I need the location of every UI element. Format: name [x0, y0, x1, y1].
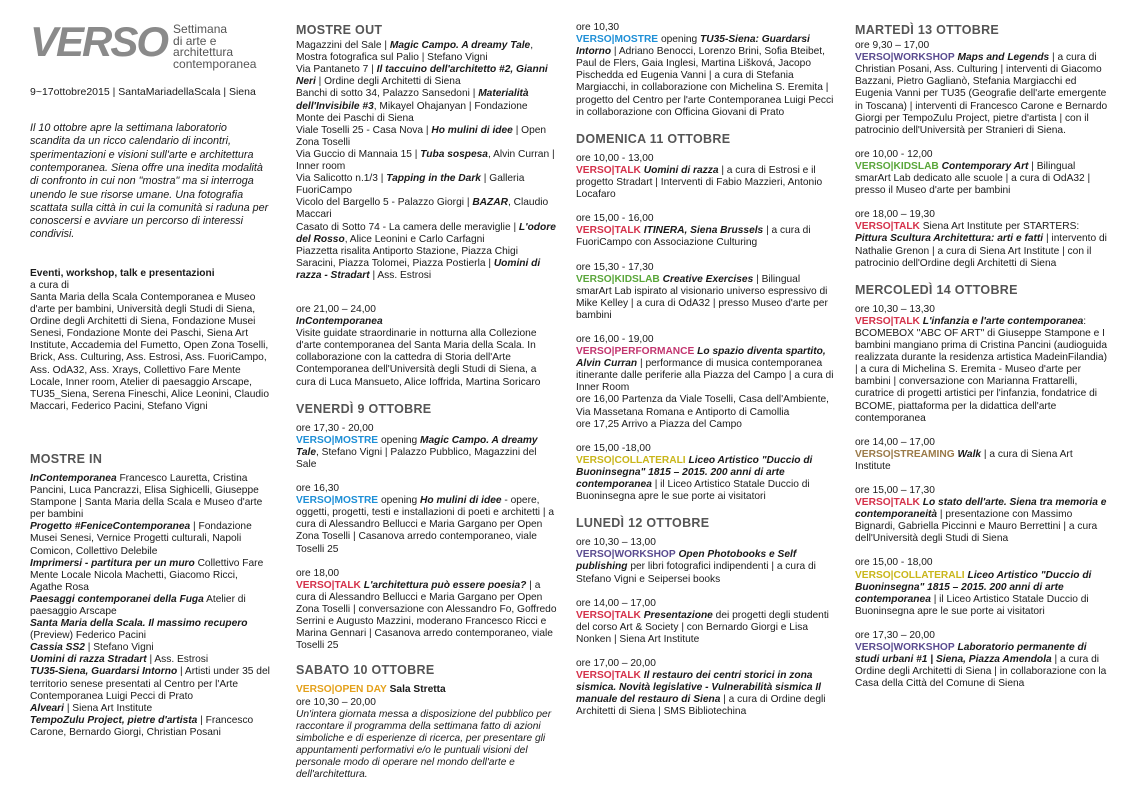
event-time: ore 10,00 - 13,00 — [576, 152, 654, 164]
mercoledi-heading: MERCOLEDÌ 14 OTTOBRE — [855, 282, 1018, 297]
event-title: Lo spazio diventa spartito, Alvin Curran — [576, 346, 826, 370]
event-item — [855, 630, 1110, 690]
verso-logo — [30, 18, 270, 71]
event-item — [296, 423, 558, 471]
entry-location: Banchi di sotto 34, Palazzo Sansedoni | — [296, 88, 479, 100]
event-title: Ho mulini di idee — [420, 495, 502, 507]
event-extra: ore 16,00 Partenza da Viale Toselli, Casa dell'Ambiente, Via Massetana Romana e Antiporto di Camollia — [576, 394, 830, 418]
entry-title: TU35-Siena, Guardarsi Intorno — [30, 666, 178, 678]
event-text: | a cura di Christian Posani, Ass. Culturing | interventi di Giacomo Bazzani, Pietro Gaglianò, Stefania Margiacchi ed Eugenia Vanni per TU35 (Geografie dell'arte emergente in Toscana) | interventi di Francesco Carone e Bernardo Giorgi per TempoZulu Project, pietre d'artista | con il patrocinio dell'Università per Stranieri di Siena. — [855, 52, 1108, 136]
mostre-in-entry — [30, 654, 270, 666]
logo-wordmark: VERSO — [30, 18, 168, 65]
mostre-out-entry — [296, 222, 558, 246]
event-pre: opening — [378, 434, 421, 446]
event-title: ITINERA, Siena Brussels — [643, 225, 764, 237]
entry-location: Via Guccio di Mannaia 15 | — [296, 148, 421, 160]
mostre-out-entry — [296, 197, 558, 221]
mostre-in-entry — [30, 618, 270, 642]
mercoledi-events — [855, 304, 1110, 691]
logo-subtitle: Settimana di arte e architettura contemporanea — [173, 22, 257, 71]
event-text: | a cura di Estrosi e il progetto Stradart | Interventi di Fabio Mazzieri, Antonio Locafaro — [576, 164, 823, 201]
event-time: ore 14,00 – 17,00 — [855, 436, 935, 448]
mostre-out-entry — [296, 64, 558, 88]
entry-title: Uomini di razza Stradart — [30, 654, 147, 666]
credits-heading: Eventi, workshop, talk e presentazioni — [30, 267, 215, 279]
event-title: L'architettura può essere poesia? — [363, 579, 527, 591]
event-extra: ore 17,25 Arrivo a Piazza del Campo — [576, 418, 742, 430]
credits-text: Santa Maria della Scala Contemporanea e Museo d'arte per bambini, Università degli Studi di Siena, Ordine degli Architetti di Siena, Fondazione Musei Senesi, Fondazione Monte dei Paschi, Siena Art Institute, Accademia del Fumetto, Open Zona Toselli, Brick, Ass. Culturing, Ass. Estrosi, Ass. FuoriCampo, Ass. OdA32, Ass. Xrays, Collettivo Fare Mente Locale, Inner room, Atelier di paesaggio Arscape, TU35_Siena, Serena Fineschi, Alice Leonini, Claudio Maccari, Federico Pacini, Stefano Vigni — [30, 291, 269, 412]
event-tag: VERSO|WORKSHOP — [576, 549, 676, 561]
entry-title: Tuba sospesa — [420, 148, 488, 160]
event-tag: VERSO|TALK — [855, 497, 920, 509]
column-4 — [855, 22, 1110, 702]
entry-text: , Alvin Curran | Inner room — [296, 148, 555, 173]
event-tag: VERSO|KIDSLAB — [576, 273, 660, 285]
entry-title: Tapping in the Dark — [386, 173, 481, 185]
event-title: InContemporanea — [296, 316, 383, 328]
mostre-in-entry — [30, 521, 270, 557]
lunedi-heading: LUNEDÌ 12 OTTOBRE — [576, 516, 710, 531]
entry-title: Paesaggi contemporanei della Fuga — [30, 593, 204, 605]
event-tag: VERSO|MOSTRE — [576, 34, 659, 46]
entry-title: InContemporanea — [30, 472, 117, 484]
event-text: dei progetti degli studenti del corso Art & Society | con Bernardo Giorgi e Lisa Nonken | Siena Art Institute — [576, 609, 829, 645]
event-item — [576, 334, 838, 431]
event-tag: VERSO|MOSTRE — [296, 495, 379, 507]
event-time: ore 17,30 - 20,00 — [296, 422, 374, 434]
event-tag: VERSO|TALK — [296, 579, 361, 591]
column-1 — [30, 18, 270, 739]
event-tag: VERSO|KIDSLAB — [855, 160, 939, 172]
entry-text: | Galleria FuoriCampo — [296, 173, 525, 197]
entry-text: , Mikayel Ohajanyan | Fondazione Monte dei Paschi di Siena — [296, 100, 528, 124]
event-text: | intervento di Nathalie Grenon | a cura di Siena Art Institute | con il patrocinio dell'Ordine degli Architetti di Siena — [855, 233, 1107, 269]
event-item — [855, 485, 1110, 545]
night-event — [296, 304, 558, 389]
event-time: ore 10,30 – 13,00 — [576, 537, 656, 549]
event-text: : BCOMEBOX "ABC OF ART" di Giuseppe Stampone e I bambini mangiano prima di Cristina Pancini (audioguida realizzata durante la residenza artistica MadeinFilandia) | a cura di Michelina S. Eremita - Museo d'arte per bambini | conversazione con Marianna Frattarelli, curatrice di progetti artistici per l'infanzia, fondatrice di BCOME, piattaforma per la didattica dell'arte contemporanea — [855, 315, 1107, 424]
event-title: Laboratorio permanente di studi urbani #1 | Siena, Piazza Amendola — [855, 642, 1087, 666]
event-title: Pittura Scultura Architettura: arti e fatti — [855, 233, 1044, 245]
lunedi-events — [576, 537, 838, 718]
event-time: ore 10,00 - 12,00 — [855, 148, 933, 160]
dateline: 9~17ottobre2015 | SantaMariadellaScala | Siena — [30, 86, 256, 98]
mostre-in-entry — [30, 642, 270, 654]
event-text: Visite guidate straordinarie in notturna alla Collezione d'arte contemporanea del Santa Maria della Scala. In collaborazione con la cattedra di Storia dell'Arte Contemporanea dell'Università degli Studi di Siena, a cura di Luca Mansueto, Alice Ioffrida, Martina Soricaro — [296, 328, 541, 388]
event-title: Liceo Artistico "Duccio di Buoninsegna" 1815 – 2015. 200 anni di arte contemporanea — [576, 454, 813, 490]
entry-title: Imprimersi - partitura per un muro — [30, 557, 195, 569]
column-3 — [576, 22, 838, 731]
event-item — [576, 213, 838, 249]
mostre-out-entry — [296, 40, 558, 64]
event-time: ore 10,30 — [576, 22, 620, 33]
entry-text: | Ass. Estrosi — [146, 654, 209, 666]
event-item — [855, 149, 1110, 197]
entry-text: | Stefano Vigni — [84, 642, 154, 654]
event-item — [855, 304, 1110, 425]
entry-text: | Ass. Estrosi — [369, 269, 432, 281]
mostre-out-heading: MOSTRE OUT — [296, 23, 383, 37]
entry-text: , Mostra fotografica sul Palio | Stefano Vigni — [296, 40, 534, 64]
event-text: per libri fotografici indipendenti | a cura di Stefano Vigni e Seipersei books — [576, 561, 816, 585]
event-text: Un'intera giornata messa a disposizione del pubblico per raccontare il programma della settimana fatto di azioni simboliche e di esperienze di ricerca, per presentare gli appuntamenti performativi e/o le puntuali visioni del personale modo di operare nel mondo dell'arte e dell'architettura. — [296, 708, 552, 781]
martedi-heading: MARTEDÌ 13 OTTOBRE — [855, 23, 1000, 37]
entry-title: Cassia SS2 — [30, 642, 85, 654]
event-time: ore 17,00 – 20,00 — [576, 658, 656, 670]
event-tag: VERSO|OPEN DAY — [296, 684, 387, 696]
event-item — [576, 537, 838, 585]
event-pre: Siena Art Institute per STARTERS: — [919, 221, 1080, 233]
mostre-in-entry — [30, 703, 270, 715]
event-tag: VERSO|WORKSHOP — [855, 52, 955, 64]
entry-location: Casato di Sotto 74 - La camera delle meraviglie | — [296, 221, 519, 233]
domenica-events — [576, 153, 838, 503]
event-tag: VERSO|TALK — [855, 221, 920, 233]
event-title: Uomini di razza — [643, 164, 719, 176]
intro-text: Il 10 ottobre apre la settimana laboratorio scandita da un ricco calendario di incontri, sperimentazioni e visioni sull'arte e architettura contemporanea. Siena offre una inedita modalità di confronto in cui non "mostra" ma si interroga unendo le sue risorse umane. Una fotografia scattata sulla città in cui la comunità si raduna per conoscersi e avviare un percorso di interessi condivisi. — [30, 122, 269, 241]
event-time: ore 17,30 – 20,00 — [855, 629, 935, 641]
event-tag: VERSO|TALK — [576, 164, 641, 176]
entry-location: Viale Toselli 25 - Casa Nova | — [296, 124, 432, 136]
event-title: Creative Exercises — [662, 273, 754, 285]
entry-location: Via Salicotto n.1/3 | — [296, 173, 387, 185]
event-text: | presentazione con Massimo Bignardi, Gabriella Piccinni e Mauro Berrettini | a cura dell'Università degli Studi di Siena — [855, 509, 1098, 545]
event-item — [576, 153, 838, 201]
tu35-event: ore 10,30 VERSO|MOSTRE opening TU35-Siena: Guardarsi Intorno | Adriano Benocci, Lorenzo Brini, Sofia Bteibet, Paul de Flers, Gaia Inglesi, Martina Lišková, Jacopo Pischedda ed Eugenia Vanni | a cura di Stefania Margiacchi, in collaborazione con Michelina S. Eremita | progetto del Centro per l'arte Contemporanea Luigi Pecci in collaborazione con Officina Giovani di Prato — [576, 22, 838, 119]
entry-title: Progetto #FeniceContemporanea — [30, 521, 191, 533]
event-item — [855, 557, 1110, 617]
event-tag: VERSO|TALK — [576, 609, 641, 621]
event-tag: VERSO|TALK — [576, 670, 641, 682]
event-item — [576, 443, 838, 503]
entry-text: | Open Zona Toselli — [296, 124, 547, 148]
mostre-in-list — [30, 473, 270, 739]
event-text: - opere, oggetti, progetti, testi e installazioni di poeti e architetti | a cura di Alessandro Bellucci e Maria Gargano per Open Zona Toselli | Casanova arredo contemporaneo, viale Toselli 25 — [296, 495, 555, 555]
entry-title: Magic Campo. A dreamy Tale — [389, 40, 531, 52]
mostre-in-entry — [30, 715, 270, 739]
mostre-in-entry — [30, 473, 270, 521]
event-tag: VERSO|COLLATERALI — [576, 454, 686, 466]
mostre-out-entry — [296, 173, 558, 197]
event-title: Magic Campo. A dreamy Tale — [296, 434, 538, 458]
event-title: Il restauro dei centri storici in zona sismica. Novità legislative - Vulnerabilità sismica Il manuale del restauro di Siena — [576, 670, 821, 706]
credits-lead: a cura di — [30, 279, 70, 291]
event-time: ore 15,00 – 17,30 — [855, 485, 935, 496]
event-text: | a cura di Alessandro Bellucci e Maria Gargano per Open Zona Toselli | conversazione con Alessandro Fo, Goffredo Serrini e Augusto Mazzini, moderano Francesco Ricci e Marina Gennari | Casanova arredo contemporaneo, viale Toselli 25 — [296, 579, 557, 652]
event-time: ore 9,30 – 17,00 — [855, 40, 930, 52]
event-time: ore 18,00 – 19,30 — [855, 209, 935, 221]
event-tag: VERSO|PERFORMANCE — [576, 346, 695, 358]
event-tag: VERSO|TALK — [855, 315, 920, 327]
entry-text: Collettivo Fare Mente Locale Nicola Machetti, Giacomo Ricci, Agathe Rosa — [30, 557, 264, 593]
event-title: Contemporary Art — [941, 160, 1029, 172]
event-tag: VERSO|MOSTRE — [296, 434, 379, 446]
entry-text: | Francesco Carone, Bernardo Giorgi, Christian Posani — [30, 714, 254, 738]
event-time: ore 15,30 - 17,30 — [576, 261, 654, 273]
event-tag: VERSO|WORKSHOP — [855, 642, 955, 654]
venerdi-events — [296, 423, 558, 653]
event-item — [576, 262, 838, 322]
entry-title: BAZAR — [472, 197, 508, 209]
event-time: ore 10,30 – 13,30 — [855, 303, 935, 315]
event-time: ore 10,30 – 20,00 — [296, 696, 376, 708]
event-time: ore 21,00 – 24,00 — [296, 303, 376, 315]
entry-text: , Alice Leonini e Carlo Carfagni — [344, 233, 485, 245]
entry-location: Vicolo del Bargello 5 - Palazzo Giorgi | — [296, 197, 473, 209]
entry-title: Il taccuino dell'architetto #2, Gianni Neri — [296, 64, 548, 88]
entry-title: TempoZulu Project, pietre d'artista — [30, 714, 198, 726]
event-text: | performance di musica contemporanea itinerante dalle periferie alla Piazza del Campo | a cura di Inner Room — [576, 358, 834, 394]
entry-title: Materialità dell'Invisibile #3 — [296, 88, 529, 112]
event-title: Walk — [957, 448, 982, 460]
entry-title: Santa Maria della Scala. Il massimo recupero — [30, 618, 248, 630]
event-title: Sala Stretta — [389, 684, 446, 696]
mostre-in-heading: MOSTRE IN — [30, 451, 103, 466]
event-item — [576, 658, 838, 718]
event-time: ore 16,00 - 19,00 — [576, 333, 654, 345]
event-time: ore 18,00 — [296, 567, 340, 579]
event-text: | a cura di Ordine degli Architetti di Siena | SMS Bibliotechina — [576, 694, 826, 718]
event-text: | Adriano Benocci, Lorenzo Brini, Sofia Bteibet, Paul de Flers, Gaia Inglesi, Martina Lišková, Jacopo Pischedda ed Eugenia Vanni | a cura di Stefania Margiacchi, in collaborazione con Michelina S. Eremita | progetto del Centro per l'arte Contemporanea Luigi Pecci in collaborazione con Officina Giovani di Prato — [576, 46, 834, 118]
event-time: ore 15,00 - 18,00 — [855, 557, 933, 569]
entry-text: Atelier di paesaggio Arscape — [30, 593, 246, 618]
entry-location: Magazzini del Sale | — [296, 40, 390, 52]
sabato-event — [296, 684, 558, 781]
event-title: Presentazione — [643, 609, 713, 621]
event-title: Open Photobooks e Self publishing — [576, 549, 797, 573]
entry-title: Alveari — [30, 702, 64, 714]
event-time: ore 16,30 — [296, 483, 340, 495]
event-text: | il Liceo Artistico Statale Duccio di Buoninsegna apre le sue porte ai visitatori — [576, 479, 810, 503]
event-title: Lo stato dell'arte. Siena tra memoria e contemporaneità — [855, 497, 1107, 521]
mostre-out-entry — [296, 149, 558, 173]
entry-title: Uomini di razza - Stradart — [296, 257, 541, 281]
event-text: | a cura di Siena Art Institute — [855, 448, 1073, 472]
mostre-in-entry — [30, 594, 270, 618]
event-text: | a cura di Ordine degli Architetti di Siena | in collaborazione con la Casa della Città del Comune di Siena — [855, 654, 1107, 690]
event-pre: opening — [378, 495, 421, 507]
entry-text: (Preview) Federico Pacini — [30, 630, 147, 642]
event-time: ore 15,00 -18,00 — [576, 442, 651, 454]
event-item — [855, 40, 1110, 137]
event-time: ore 14,00 – 17,00 — [576, 597, 656, 609]
event-tag: VERSO|TALK — [576, 225, 641, 237]
event-item — [296, 568, 558, 653]
event-item — [855, 437, 1110, 473]
mostre-in-entry — [30, 558, 270, 594]
entry-title: L'odore del Rosso — [296, 221, 556, 245]
mostre-in-entry — [30, 666, 270, 702]
event-text: , Stefano Vigni | Palazzo Pubblico, Magazzini del Sale — [296, 446, 537, 470]
column-2 — [296, 22, 558, 793]
event-text: | Bilingual smarArt Lab dedicato alle scuole | a cura di OdA32 | presso il Museo d'arte per bambini — [855, 160, 1091, 197]
sabato-heading: SABATO 10 OTTOBRE — [296, 663, 435, 678]
entry-location: Via Pantaneto 7 | — [296, 64, 377, 76]
event-title: TU35-Siena: Guardarsi Intorno — [576, 34, 810, 58]
entry-text: Francesco Lauretta, Cristina Pancini, Luca Pancrazzi, Elisa Sighicelli, Giuseppe Stampone | Santa Maria della Scala e Museo d'arte per bambini — [30, 472, 263, 521]
event-title: Maps and Legends — [957, 52, 1050, 64]
entry-text: | Siena Art Institute — [63, 702, 153, 714]
entry-title: Ho mulini di idee — [431, 124, 513, 136]
mostre-out-entry — [296, 246, 558, 282]
entry-text: | Ordine degli Architetti di Siena — [315, 76, 461, 88]
event-text: | a cura di FuoriCampo con Associazione Culturing — [576, 225, 811, 249]
mostre-out-entry — [296, 88, 558, 124]
martedi-events — [855, 40, 1110, 270]
event-item — [855, 209, 1110, 269]
event-text: | il Liceo Artistico Statale Duccio di Buoninsegna apre le sue porte ai visitatori — [855, 593, 1089, 617]
event-item — [296, 483, 558, 556]
event-text: | Bilingual smarArt Lab ispirato al visionario universo espressivo di Mike Kelley | a cura di OdA32 | presso Museo d'arte per bambini — [576, 273, 828, 321]
event-time: ore 15,00 - 16,00 — [576, 213, 654, 225]
event-tag: VERSO|COLLATERALI — [855, 569, 965, 581]
event-title: L'infanzia e l'arte contemporanea — [922, 315, 1084, 327]
event-title: Liceo Artistico "Duccio di Buoninsegna" 1815 – 2015. 200 anni di arte contemporanea — [855, 569, 1092, 605]
event-item — [576, 598, 838, 646]
entry-text: | Fondazione Musei Senesi, Vernice Progetti culturali, Napoli Comicon, Collettivo Delebile — [30, 521, 252, 557]
venerdi-heading: VENERDÌ 9 OTTOBRE — [296, 401, 432, 416]
entry-text: | Artisti under 35 del territorio senese presentati al Centro per l'Arte Contemporanea Luigi Pecci di Prato — [30, 666, 270, 702]
mostre-out-list — [296, 40, 558, 282]
entry-text: , Claudio Maccari — [296, 197, 549, 221]
event-tag: VERSO|STREAMING — [855, 448, 955, 460]
entry-location: Piazzetta risalita Antiporto Stazione, Piazza Chigi Saracini, Piazza Tolomei, Piazza Postierla | — [296, 245, 518, 269]
domenica-heading: DOMENICA 11 OTTOBRE — [576, 131, 731, 146]
mostre-out-entry — [296, 125, 558, 149]
